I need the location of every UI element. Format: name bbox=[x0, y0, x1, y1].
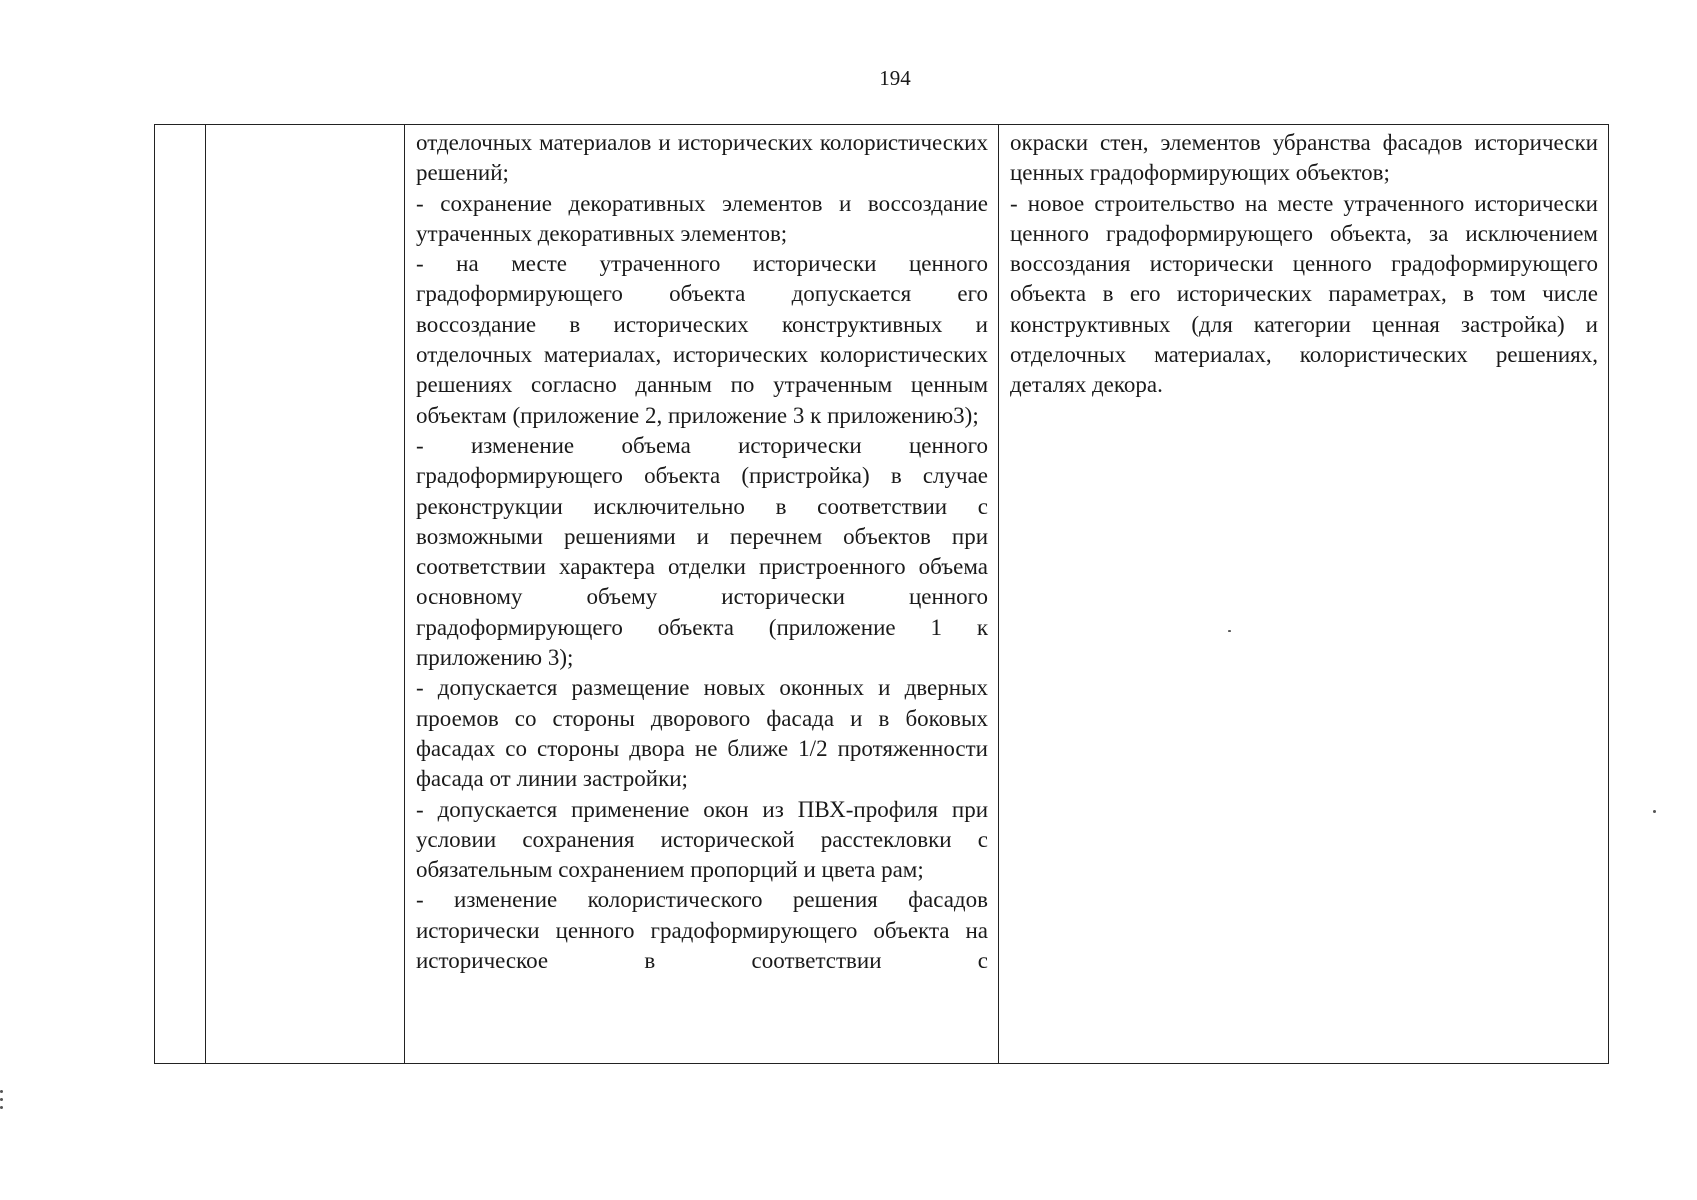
list-item: - на месте утраченного исторически ценного градоформирующего объекта допускается его воссоздание в исторических конструктивных и отделочных материалах, исторических колористических решениях согласно данным по утраченным ценным объектам (приложение 2, приложение 3 к приложению3); bbox=[416, 251, 988, 428]
permitted-text bbox=[405, 125, 998, 976]
table-cell-number bbox=[155, 125, 206, 1064]
list-item: - допускается размещение новых оконных и дверных проемов со стороны дворового фасада и в боковых фасадах со стороны двора не ближе 1/2 протяженности фасада от линии застройки; bbox=[416, 675, 988, 792]
scan-speck bbox=[1228, 630, 1231, 632]
list-item: - изменение колористического решения фасадов исторически ценного градоформирующего объекта на историческое в соответствии с bbox=[416, 887, 988, 974]
table-cell-name bbox=[206, 125, 405, 1064]
scan-speck bbox=[0, 1090, 3, 1093]
table-row bbox=[155, 125, 1609, 1064]
list-item: отделочных материалов и исторических колористических решений; bbox=[416, 130, 988, 186]
table-cell-prohibited bbox=[999, 125, 1609, 1064]
regulations-table bbox=[154, 124, 1609, 1064]
scan-speck bbox=[1653, 810, 1656, 813]
list-item: - новое строительство на месте утраченного исторически ценного градоформирующего объекта, за исключением воссоздания исторически ценного градоформирующего объекта в его исторических параметрах, в том числе конструктивных (для категории ценная застройка) и отделочных материалах, колористических решениях, деталях декора. bbox=[1010, 190, 1598, 398]
page-number: 194 bbox=[879, 66, 911, 90]
scan-speck bbox=[0, 1106, 3, 1109]
list-item: - изменение объема исторически ценного градоформирующего объекта (пристройка) в случае реконструкции исключительно в соответствии с возможными решениями и перечнем объектов при соответствии характера отделки пристроенного объема основному объему исторически ценного градоформирующего объекта (приложение 1 к приложению 3); bbox=[416, 432, 988, 671]
list-item: окраски стен, элементов убранства фасадов исторически ценных градоформирующих объектов; bbox=[1010, 130, 1598, 186]
scan-speck bbox=[0, 1098, 3, 1101]
list-item: - сохранение декоративных элементов и воссоздание утраченных декоративных элементов; bbox=[416, 190, 988, 246]
prohibited-text bbox=[999, 125, 1608, 401]
list-item: - допускается применение окон из ПВХ-профиля при условии сохранения исторической расстекловки с обязательным сохранением пропорций и цвета рам; bbox=[416, 796, 988, 883]
table-cell-permitted bbox=[405, 125, 999, 1064]
